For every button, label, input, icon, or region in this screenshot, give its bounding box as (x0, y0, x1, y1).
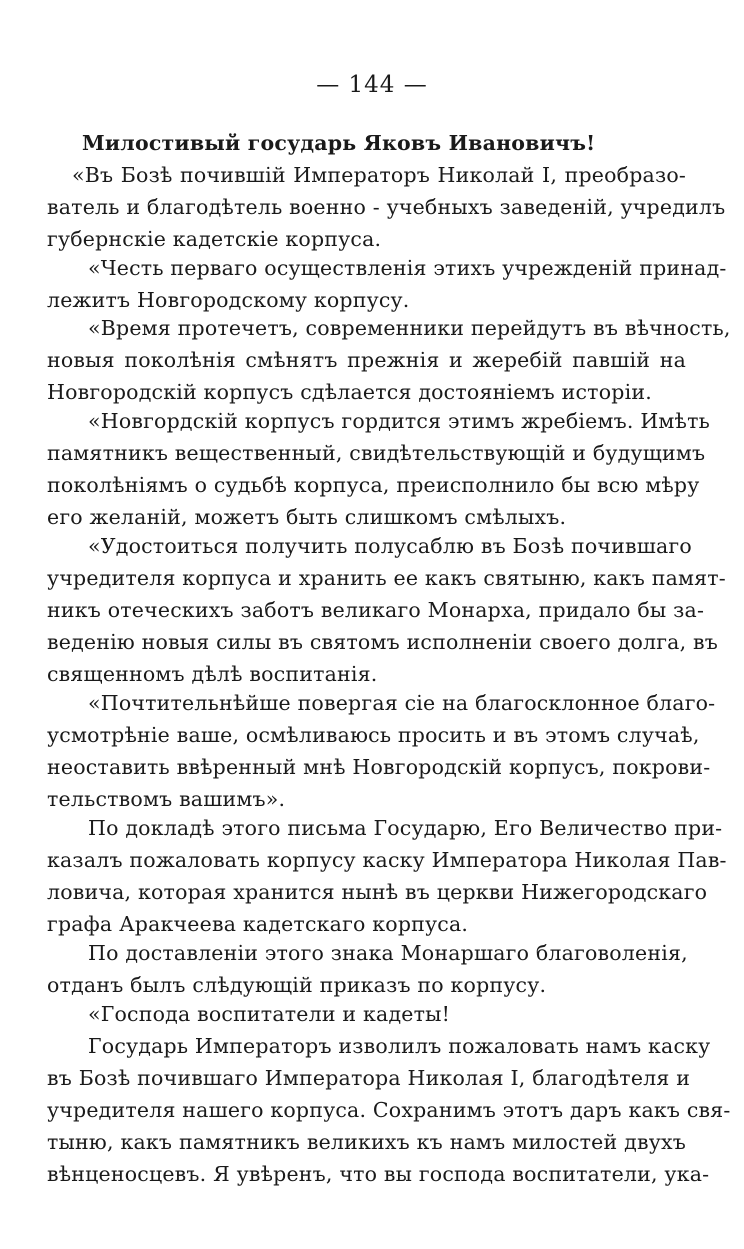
text-line: ловича, которая хранится нынѣ въ церкви Нижегородскаго (47, 880, 708, 904)
text-line: неоставить ввѣренный мнѣ Новгородскій корпусъ, покрови- (47, 755, 711, 779)
text-line: «Почтительнѣйше повергая сіе на благосклонное благо- (88, 691, 716, 715)
text-line: въ Бозѣ почившаго Императора Николая I, благодѣтеля и (47, 1066, 691, 1090)
text-line: Новгородскій корпусъ сдѣлается достояніемъ исторіи. (47, 380, 652, 404)
text-line: священномъ дѣлѣ воспитанія. (47, 662, 378, 686)
text-line: веденію новыя силы въ святомъ исполненіи своего долга, въ (47, 630, 718, 654)
text-line: учредителя нашего корпуса. Сохранимъ этотъ даръ какъ свя- (47, 1098, 731, 1122)
text-line: его желаній, можетъ быть слишкомъ смѣлыхъ. (47, 505, 567, 529)
text-line: отданъ былъ слѣдующій приказъ по корпусу. (47, 973, 547, 997)
page-number: — 144 — (316, 72, 428, 98)
text-line: Государь Императоръ изволилъ пожаловать намъ каску (88, 1034, 711, 1058)
text-line: поколѣніямъ о судьбѣ корпуса, преисполнило бы всю мѣру (47, 473, 700, 497)
text-line: По доставленіи этого знака Монаршаго благоволенія, (88, 941, 688, 965)
text-line: никъ отеческихъ заботъ великаго Монарха, придало бы за- (47, 598, 705, 622)
text-line: «Время протечетъ, современники перейдутъ въ вѣчность, (88, 316, 731, 340)
text-line: тыню, какъ памятникъ великихъ къ намъ милостей двухъ (47, 1130, 686, 1154)
text-line: По докладѣ этого письма Государю, Его Величество при- (88, 816, 723, 840)
text-line: ватель и благодѣтель военно - учебныхъ заведеній, учредилъ (47, 195, 726, 219)
text-line: усмотрѣніе ваше, осмѣливаюсь просить и въ этомъ случаѣ, (47, 723, 700, 747)
salutation-line: Милостивый государь Яковъ Ивановичъ! (82, 131, 596, 155)
text-line: тельствомъ вашимъ». (47, 787, 286, 811)
text-line: губернскіе кадетскіе корпуса. (47, 227, 382, 251)
text-line: «Господа воспитатели и кадеты! (88, 1002, 451, 1026)
text-line: «Въ Бозѣ почившій Императоръ Николай I, преобразо- (72, 163, 686, 187)
text-line: «Новгордскій корпусъ гордится этимъ жребіемъ. Имѣть (88, 409, 711, 433)
text-line: «Удостоиться получить полусаблю въ Бозѣ почившаго (88, 534, 692, 558)
text-line: лежитъ Новгородскому корпусу. (47, 288, 410, 312)
text-line: памятникъ вещественный, свидѣтельствующій и будущимъ (47, 441, 706, 465)
text-line: графа Аракчеева кадетскаго корпуса. (47, 912, 469, 936)
text-line: учредителя корпуса и хранить ее какъ святыню, какъ памят- (47, 566, 726, 590)
text-line: новыя поколѣнія смѣнятъ прежнія и жеребій павшій на (47, 348, 686, 372)
text-line: казалъ пожаловать корпусу каску Императора Николая Пав- (47, 848, 727, 872)
text-line: вѣнценосцевъ. Я увѣренъ, что вы господа воспитатели, ука- (47, 1162, 710, 1186)
text-line: «Честь перваго осуществленія этихъ учрежденій принад- (88, 256, 727, 280)
